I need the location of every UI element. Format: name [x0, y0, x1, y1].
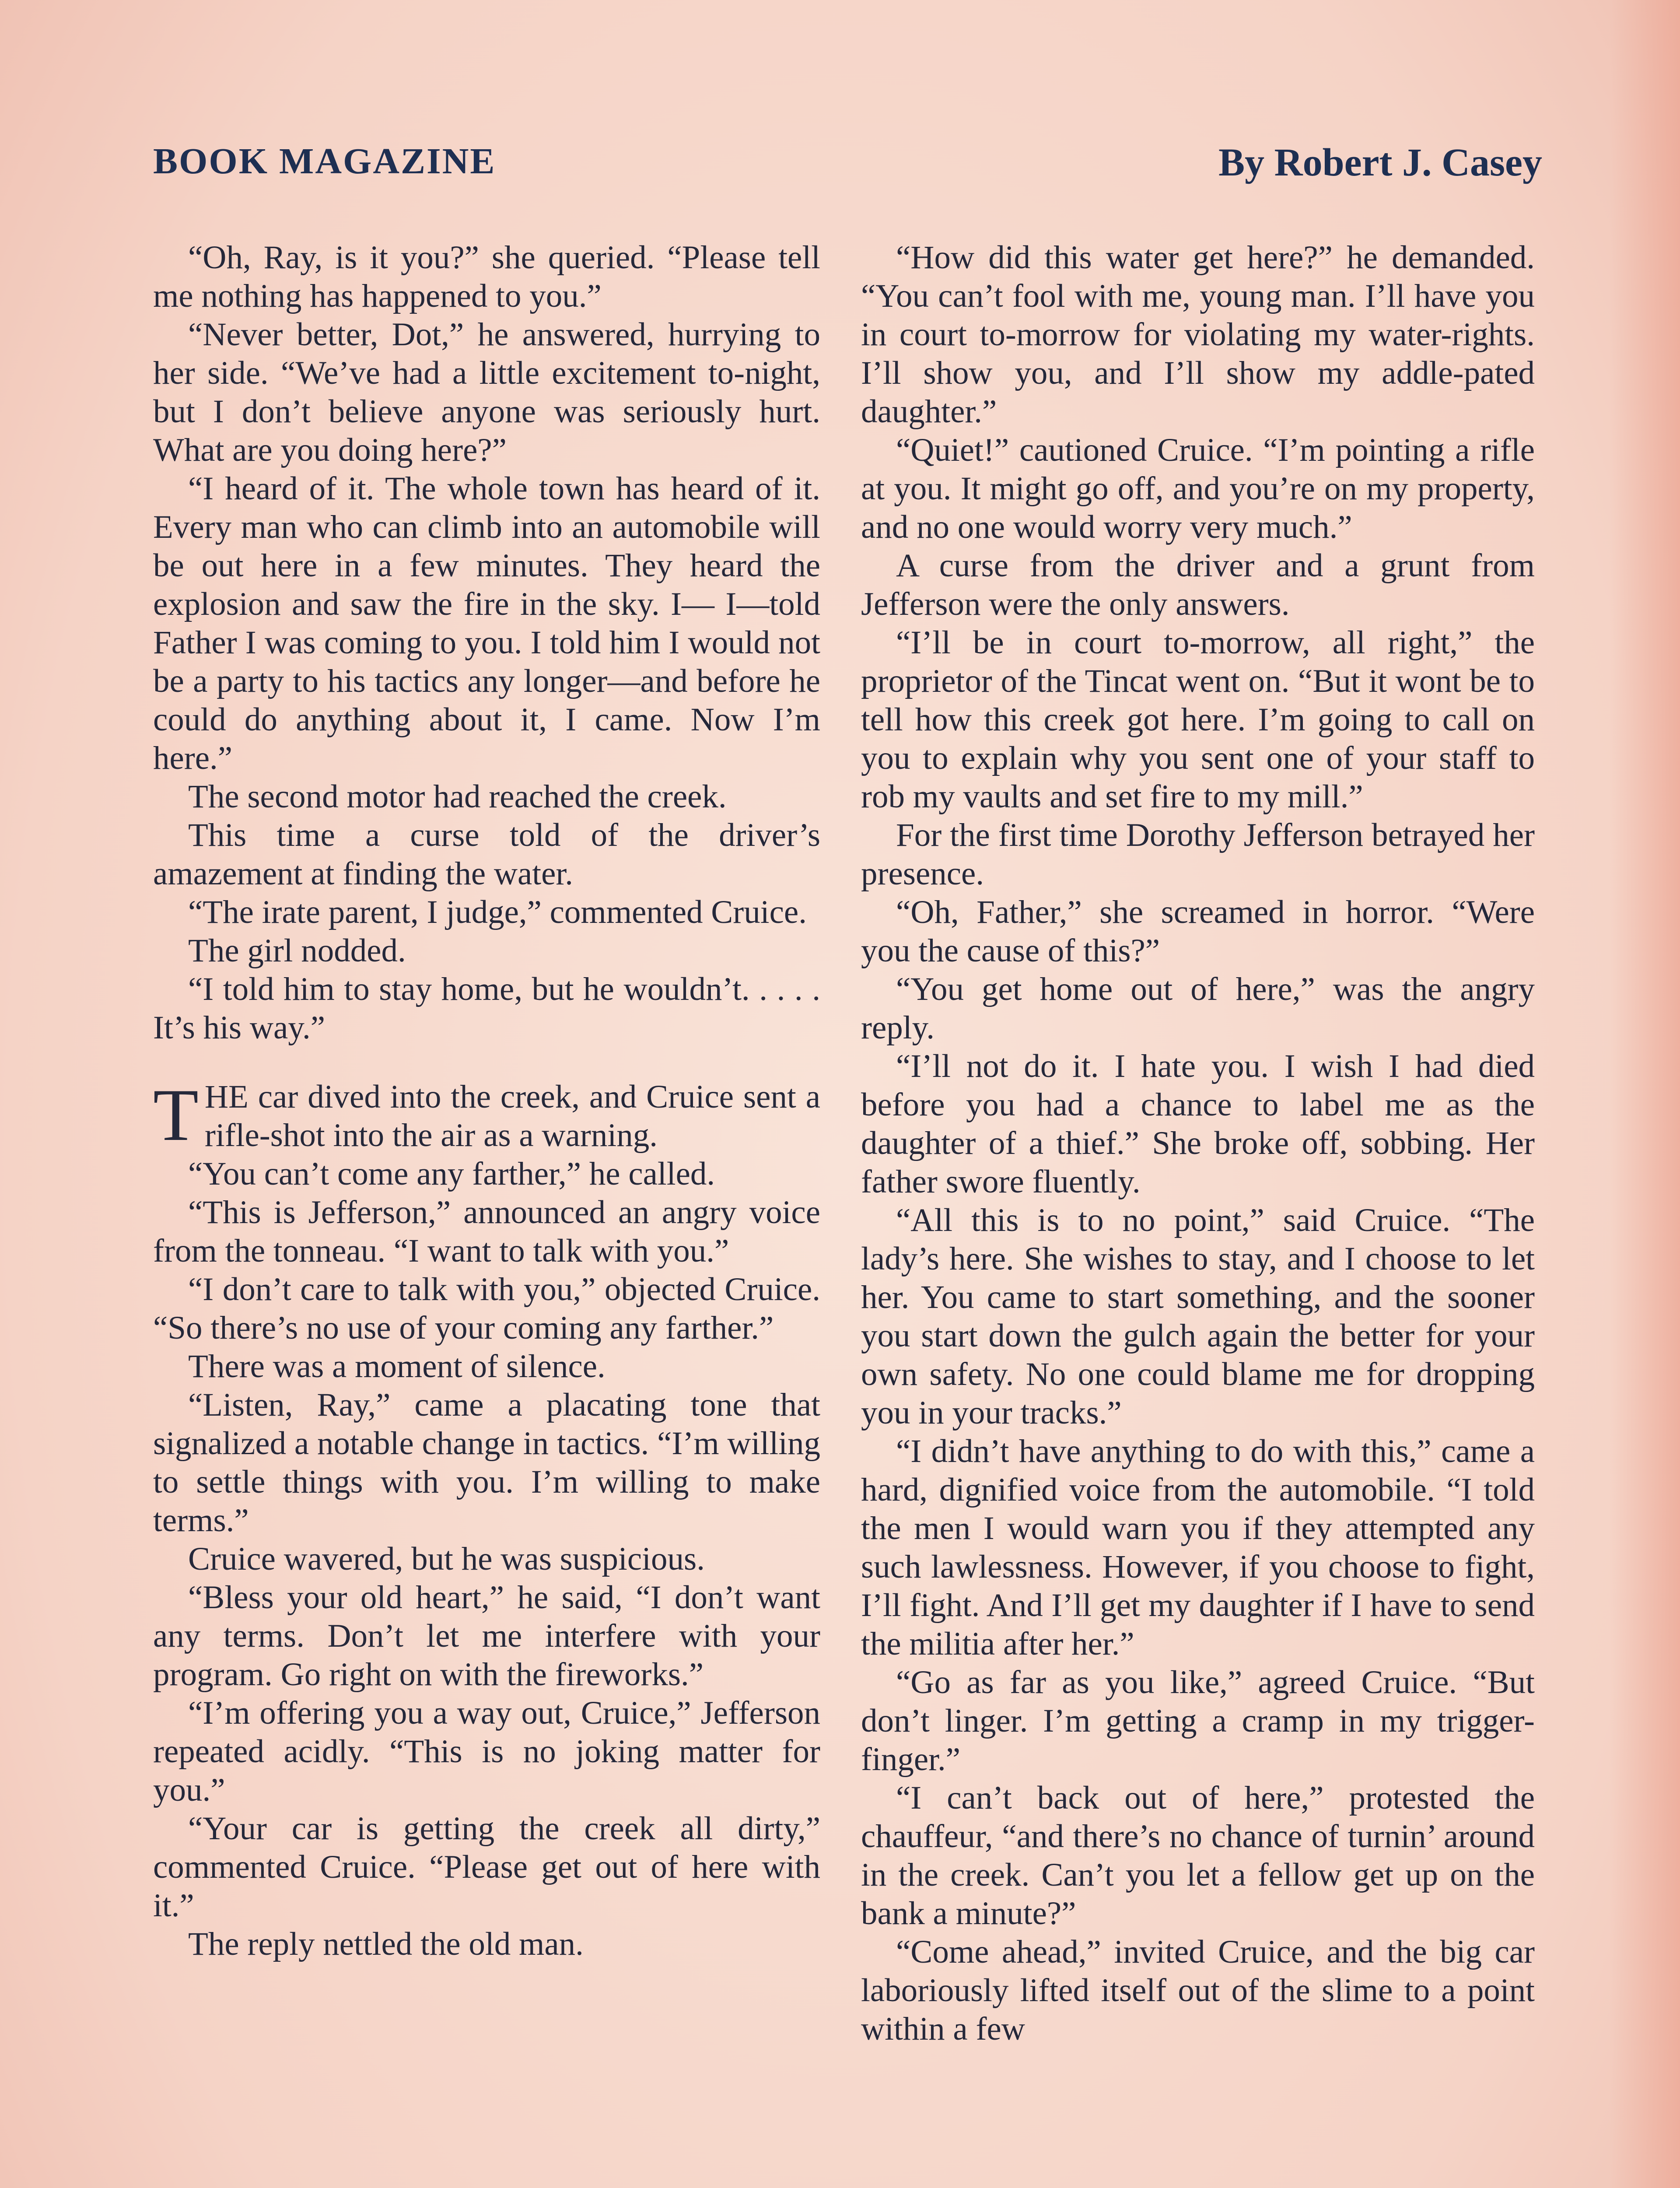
paragraph: “I’m offering you a way out, Cruice,” Jefferson repeated acidly. “This is no joking matter for you.” [153, 1695, 820, 1808]
paragraph: “Listen, Ray,” came a placating tone that signalized a notable change in tactics. “I’m willing to settle things with you. I’m willing to make terms.” [153, 1387, 820, 1539]
paragraph: “Come ahead,” invited Cruice, and the big car laboriously lifted itself out of the slime to a point within a few [861, 1934, 1535, 2047]
paragraph: “Go as far as you like,” agreed Cruice. “But don’t linger. I’m getting a cramp in my trigger-finger.” [861, 1664, 1535, 1778]
paragraph: “Quiet!” cautioned Cruice. “I’m pointing a rifle at you. It might go off, and you’re on my property, and no one would worry very much.” [861, 432, 1535, 545]
paragraph: The reply nettled the old man. [188, 1926, 584, 1962]
paragraph: “I’ll not do it. I hate you. I wish I had died before you had a chance to label me as the daughter of a thief.” She broke off, sobbing. Her father swore fluently. [861, 1048, 1535, 1200]
running-header [153, 140, 1542, 193]
paragraph: Cruice wavered, but he was suspicious. [188, 1541, 705, 1577]
paragraph: “I don’t care to talk with you,” objected Cruice. “So there’s no use of your coming any farther.” [153, 1271, 820, 1346]
paragraph: A curse from the driver and a grunt from Jefferson were the only answers. [861, 547, 1535, 622]
paragraph: For the first time Dorothy Jefferson betrayed her presence. [861, 817, 1535, 892]
paragraph: “How did this water get here?” he demanded. “You can’t fool with me, young man. I’ll have you in court to-morrow for violating my water-rights. I’ll show you, and I’ll show my addle-pated daughter.” [861, 239, 1535, 430]
paragraph: “Never better, Dot,” he answered, hurrying to her side. “We’ve had a little excitement to-night, but I don’t believe anyone was seriously hurt. What are you doing here?” [153, 316, 820, 468]
paragraph: “All this is to no point,” said Cruice. “The lady’s here. She wishes to stay, and I choose to let her. You came to start something, and the sooner you start down the gulch again the better for your own safety. No one could blame me for dropping you in your tracks.” [861, 1202, 1535, 1431]
paragraph: “I’ll be in court to-morrow, all right,” the proprietor of the Tincat went on. “But it wont be to tell how this creek got here. I’m going to call on you to explain why you sent one of your staff to rob my vaults and set fire to my mill.” [861, 624, 1535, 815]
paragraph: There was a moment of silence. [188, 1348, 606, 1385]
paragraph: “You get home out of here,” was the angry reply. [861, 971, 1535, 1046]
paragraph: “You can’t come any farther,” he called. [188, 1156, 715, 1192]
paragraph: “Your car is getting the creek all dirty,” commented Cruice. “Please get out of here with it.” [153, 1810, 820, 1924]
paragraph: “I heard of it. The whole town has heard of it. Every man who can climb into an automobile will be out here in a few minutes. They heard the explosion and saw the fire in the sky. I— I—told Father I was coming to you. I told him I would not be a party to his tactics any longer—and before he could do anything about it, I came. Now I’m here.” [153, 470, 820, 776]
section-break [153, 1047, 820, 1078]
paragraph: “I can’t back out of here,” protested the chauffeur, “and there’s no chance of turnin’ around in the creek. Can’t you let a fellow get up on the bank a minute?” [861, 1780, 1535, 1932]
paragraph: “The irate parent, I judge,” commented Cruice. [188, 894, 807, 930]
paragraph: The girl nodded. [188, 933, 406, 969]
paragraph: This time a curse told of the driver’s amazement at finding the water. [153, 817, 820, 892]
drop-cap-letter: T [153, 1074, 199, 1156]
right-text-column [861, 238, 1535, 2188]
paragraph-with-dropcap [153, 1074, 820, 1156]
left-text-column [153, 238, 820, 2188]
paragraph: The second motor had reached the creek. [188, 778, 727, 815]
paragraph: “Oh, Father,” she screamed in horror. “Were you the cause of this?” [861, 894, 1535, 969]
magazine-title: BOOK MAGAZINE [153, 141, 496, 182]
paragraph: “Oh, Ray, is it you?” she queried. “Please tell me nothing has happened to you.” [153, 239, 820, 314]
page-edge-shadow [1610, 0, 1680, 2188]
dropcap-paragraph-text: HE car dived into the creek, and Cruice sent a rifle-shot into the air as a warning. [204, 1079, 820, 1154]
paragraph: “Bless your old heart,” he said, “I don’t want any terms. Don’t let me interfere with your program. Go right on with the fireworks.” [153, 1579, 820, 1693]
paragraph: “I told him to stay home, but he wouldn’t. . . . . It’s his way.” [153, 971, 820, 1046]
paragraph: “I didn’t have anything to do with this,” came a hard, dignified voice from the automobile. “I told the men I would warn you if they attempted any such lawlessness. However, if you choose to fight, I’ll fight. And I’ll get my daughter if I have to send the militia after her.” [861, 1433, 1535, 1662]
paragraph: “This is Jefferson,” announced an angry voice from the tonneau. “I want to talk with you.” [153, 1194, 820, 1269]
author-byline: By Robert J. Casey [1218, 141, 1542, 184]
